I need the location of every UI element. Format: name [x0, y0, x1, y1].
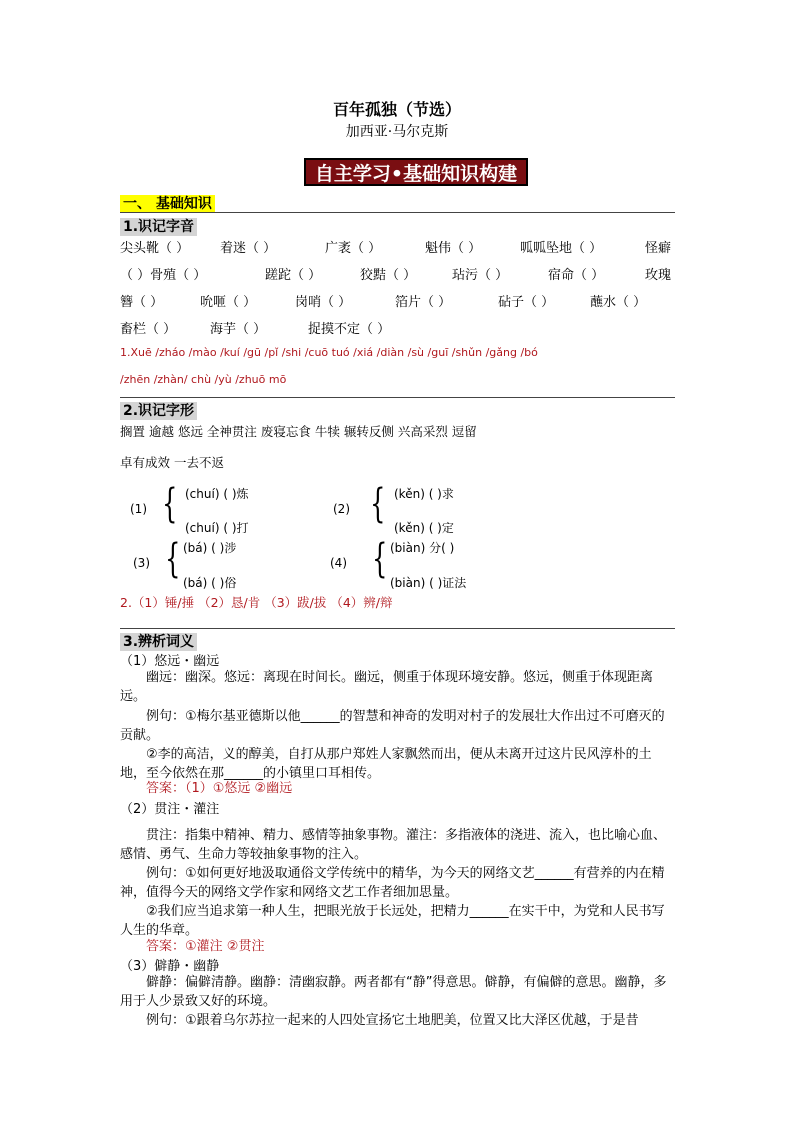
glyph-answer: 2.（1）锤/捶 （2）恳/肯 （3）跋/拔 （4）辨/辩	[120, 595, 393, 610]
glyph-words-line1: 搁置 逾越 悠远 全神贯注 废寝忘食 牛犊 辗转反侧 兴高采烈 逗留	[120, 424, 477, 439]
word-item: 尖头靴（ ）	[120, 241, 190, 256]
example-sentence: ②李的高洁，义的醇美，自打从那户郑姓人家飘然而出，便从未离开过这片民风淳朴的土地，至今依然在那______的小镇里口耳相传。	[120, 747, 652, 781]
glyph-words-line2: 卓有成效 一去不返	[120, 455, 224, 470]
word-item: 捉摸不定（ ）	[308, 322, 391, 337]
group-top: (chuí) ( )炼	[185, 487, 249, 501]
word-item: 吮咂（ ）	[200, 295, 257, 310]
group-top: (bá) ( )涉	[183, 541, 237, 555]
section-heading	[120, 193, 215, 213]
subsection-heading-text: 2.识记字形	[120, 402, 197, 420]
word-item: 呱呱坠地（ ）	[520, 241, 603, 256]
item-answer: 答案：（1）①悠远 ②幽远	[146, 781, 293, 796]
item-title: （2）贯注・灌注	[120, 802, 220, 817]
example-sentence: 例句：①跟着乌尔苏拉一起来的人四处宣扬它土地肥美，位置又比大泽区优越，于是昔	[146, 1013, 639, 1028]
group-bottom: (bá) ( )俗	[183, 576, 237, 590]
example-sentence: 例句：①梅尔基亚德斯以他______的智慧和神奇的发明对村子的发展壮大作出过不可磨灭的贡献。	[120, 709, 665, 743]
group-number: (2)	[333, 502, 350, 516]
word-item: 魁伟（ ）	[425, 241, 482, 256]
brace-icon: {	[372, 536, 388, 582]
section-banner: 自主学习•基础知识构建	[304, 158, 528, 186]
word-item: 砧子（ ）	[498, 295, 555, 310]
author-name: 加西亚·马尔克斯	[345, 124, 449, 140]
subsection-heading-text: 1.识记字音	[120, 218, 197, 236]
item-definition: 幽远：幽深。悠远：离现在时间长。幽远，侧重于体现环境安静。悠远，侧重于体现距离远。	[120, 670, 654, 704]
group-bottom: (kěn) ( )定	[394, 521, 454, 535]
subsection-heading-meaning	[120, 631, 197, 651]
item-title: （3）僻静・幽静	[120, 959, 220, 974]
subsection-heading-glyphs	[120, 400, 197, 420]
example-sentence: ②我们应当追求第一种人生，把眼光放于长远处，把精力______在实干中，为党和人民书写人生的华章。	[120, 904, 665, 938]
section-divider	[120, 628, 675, 629]
pronunciation-row	[120, 318, 680, 345]
group-number: (1)	[130, 502, 147, 516]
word-item: 狡黠（ ）	[360, 268, 417, 283]
word-item: 岗哨（ ）	[295, 295, 352, 310]
group-number: (3)	[133, 556, 150, 570]
word-item: 广袤（ ）	[325, 241, 382, 256]
word-item: 宿命（ ）	[548, 268, 605, 283]
subsection-heading-pronunciation	[120, 216, 197, 236]
section-divider	[120, 212, 675, 213]
group-top: (kěn) ( )求	[394, 487, 454, 501]
word-item: 玫瑰	[645, 268, 672, 283]
pronunciation-row	[120, 291, 680, 318]
pronunciation-row	[120, 237, 680, 264]
word-item: 着迷（ ）	[220, 241, 277, 256]
item-definition: 贯注：指集中精神、精力、感情等抽象事物。灌注：多指液体的浇进、流入，也比喻心血、感情、勇气、生命力等较抽象事物的注入。	[120, 828, 667, 862]
word-item: 蘸水（ ）	[590, 295, 647, 310]
word-item: 怪癖	[645, 241, 672, 256]
group-number: (4)	[330, 556, 347, 570]
item-title: （1）悠远・幽远	[120, 654, 220, 669]
example-sentence: 例句：①如何更好地汲取通俗文学传统中的精华，为今天的网络文艺______有营养的内在精神，值得今天的网络文学作家和网络文艺工作者细加思量。	[120, 866, 665, 900]
subsection-heading-text: 3.辨析词义	[120, 633, 197, 651]
item-answer: 答案：①灌注 ②贯注	[146, 939, 265, 954]
pronunciation-answer-line1: 1.Xuē /zháo /mào /kuí /gū /pǐ /shi /cuō tuó /xiá /diàn /sù /guī /shǔn /gǎng /bó	[120, 346, 538, 359]
pronunciation-answer-line2: /zhēn /zhàn/ chù /yù /zhuō mō	[120, 373, 287, 386]
word-item: 畜栏（ ）	[120, 322, 177, 337]
item-definition: 僻静：偏僻清静。幽静：清幽寂静。两者都有“静”得意思。僻静，有偏僻的意思。幽静，多用于人少景致又好的环境。	[120, 975, 667, 1009]
word-item: 玷污（ ）	[452, 268, 509, 283]
pronunciation-row	[120, 264, 680, 291]
word-item: （ ）骨殖（ ）	[120, 268, 207, 283]
brace-icon: {	[165, 536, 181, 582]
word-item: 箔片（ ）	[395, 295, 452, 310]
brace-icon: {	[370, 481, 386, 527]
group-top: (biàn) 分( )	[390, 541, 455, 555]
document-title: 百年孤独（节选）	[332, 100, 461, 119]
section-divider	[120, 397, 675, 398]
brace-icon: {	[162, 481, 178, 527]
word-item: 海芋（ ）	[210, 322, 267, 337]
group-bottom: (chuí) ( )打	[185, 521, 249, 535]
section-heading-text: 一、 基础知识	[120, 195, 215, 213]
word-item: 簪（ ）	[120, 295, 164, 310]
word-item: 蹉跎（ ）	[265, 268, 322, 283]
pronunciation-list	[120, 237, 680, 345]
group-bottom: (biàn) ( )证法	[390, 576, 467, 590]
